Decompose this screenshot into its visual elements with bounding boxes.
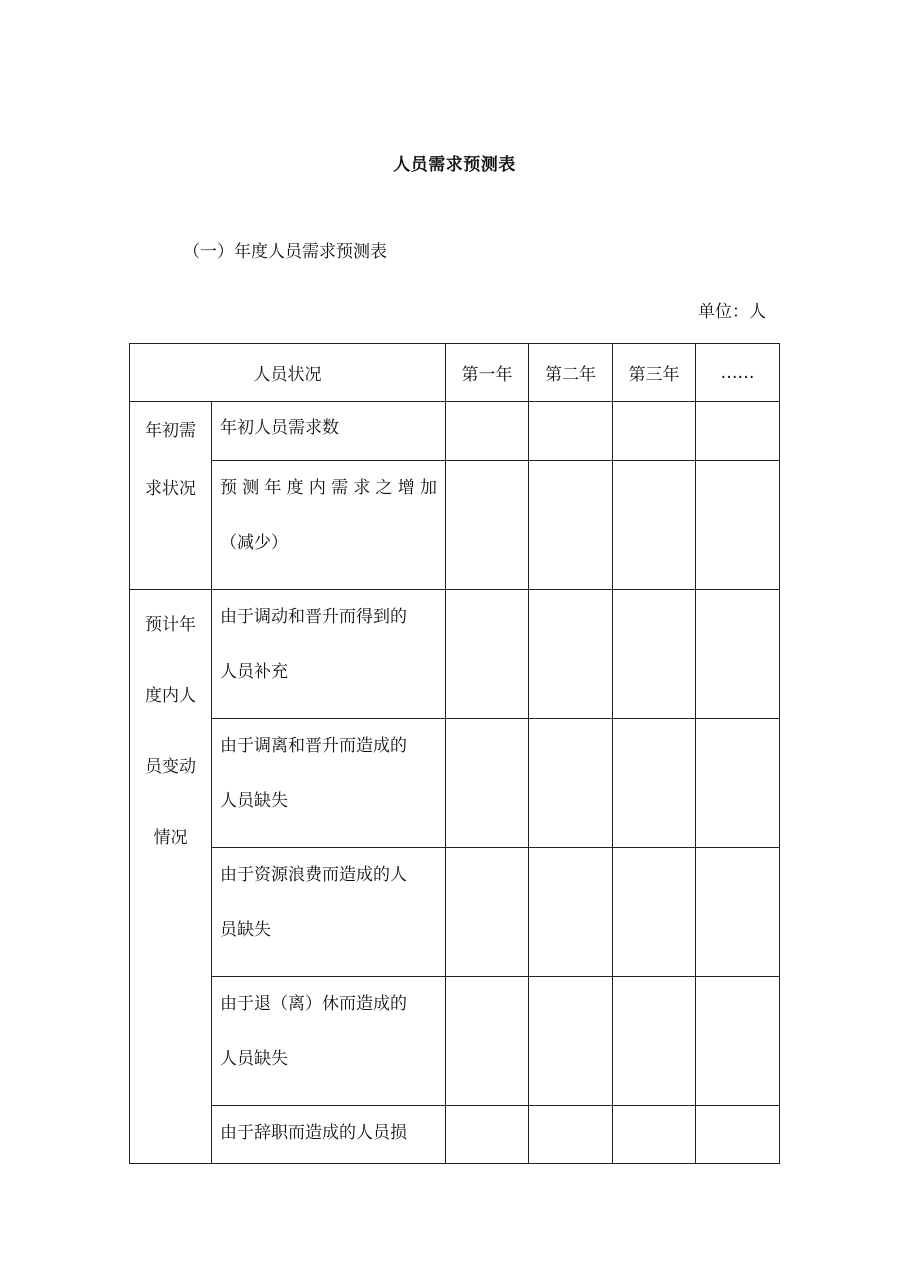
cell-empty <box>696 977 780 1106</box>
table-row <box>130 402 780 461</box>
item-line: （减少） <box>220 533 288 553</box>
cell-empty <box>529 590 613 719</box>
item-line: 由于资源浪费而造成的人 <box>220 865 407 885</box>
category-initial-demand <box>130 402 212 590</box>
category-line: 预计年 <box>145 615 196 635</box>
table-row <box>130 1106 780 1164</box>
category-line: 年初需 <box>145 421 196 441</box>
header-year2: 第二年 <box>529 344 613 402</box>
category-line: 度内人 <box>145 686 196 706</box>
item-demand-change <box>212 461 446 590</box>
cell-empty <box>529 461 613 590</box>
cell-empty <box>613 461 696 590</box>
item-line: 由于调离和晋升而造成的 <box>220 736 407 756</box>
table-row <box>130 848 780 977</box>
header-more: …… <box>696 344 780 402</box>
table-row <box>130 977 780 1106</box>
item-line: 预测年度内需求之增加 <box>220 478 437 498</box>
item-line: 由于退（离）休而造成的 <box>220 994 407 1014</box>
cell-empty <box>529 977 613 1106</box>
table-row <box>130 461 780 590</box>
header-year3: 第三年 <box>613 344 696 402</box>
cell-empty <box>696 848 780 977</box>
item-initial-demand-count <box>212 402 446 461</box>
cell-empty <box>446 1106 529 1164</box>
table-header-row <box>130 344 780 402</box>
header-year1: 第一年 <box>446 344 529 402</box>
cell-empty <box>696 590 780 719</box>
item-line: 由于调动和晋升而得到的 <box>220 607 407 627</box>
document-title: 人员需求预测表 <box>393 155 516 175</box>
item-resource-waste-loss <box>212 848 446 977</box>
forecast-table <box>129 343 780 1164</box>
item-line: 人员缺失 <box>220 791 288 811</box>
cell-empty <box>613 977 696 1106</box>
cell-empty <box>613 402 696 461</box>
unit-label: 单位：人 <box>698 302 766 322</box>
table-row <box>130 719 780 848</box>
cell-empty <box>696 402 780 461</box>
category-line: 员变动 <box>145 757 196 777</box>
cell-empty <box>529 402 613 461</box>
table-row <box>130 590 780 719</box>
item-retirement-loss <box>212 977 446 1106</box>
item-transfer-loss <box>212 719 446 848</box>
item-line: 由于辞职而造成的人员损 <box>220 1123 407 1143</box>
cell-empty <box>696 461 780 590</box>
cell-empty <box>696 719 780 848</box>
item-transfer-gain <box>212 590 446 719</box>
category-personnel-change <box>130 590 212 1164</box>
item-line: 员缺失 <box>220 920 271 940</box>
category-line: 求状况 <box>145 479 196 499</box>
item-line: 年初人员需求数 <box>220 418 339 438</box>
cell-empty <box>446 461 529 590</box>
cell-empty <box>613 848 696 977</box>
category-line: 情况 <box>153 828 188 848</box>
cell-empty <box>446 848 529 977</box>
cell-empty <box>446 402 529 461</box>
cell-empty <box>446 977 529 1106</box>
item-line: 人员缺失 <box>220 1049 288 1069</box>
item-line: 人员补充 <box>220 662 288 682</box>
cell-empty <box>529 719 613 848</box>
cell-empty <box>613 590 696 719</box>
cell-empty <box>446 719 529 848</box>
cell-empty <box>446 590 529 719</box>
cell-empty <box>696 1106 780 1164</box>
section-subtitle: （一）年度人员需求预测表 <box>183 242 387 262</box>
cell-empty <box>613 719 696 848</box>
cell-empty <box>529 848 613 977</box>
cell-empty <box>613 1106 696 1164</box>
header-status: 人员状况 <box>130 344 446 402</box>
cell-empty <box>529 1106 613 1164</box>
item-resignation-loss <box>212 1106 446 1164</box>
